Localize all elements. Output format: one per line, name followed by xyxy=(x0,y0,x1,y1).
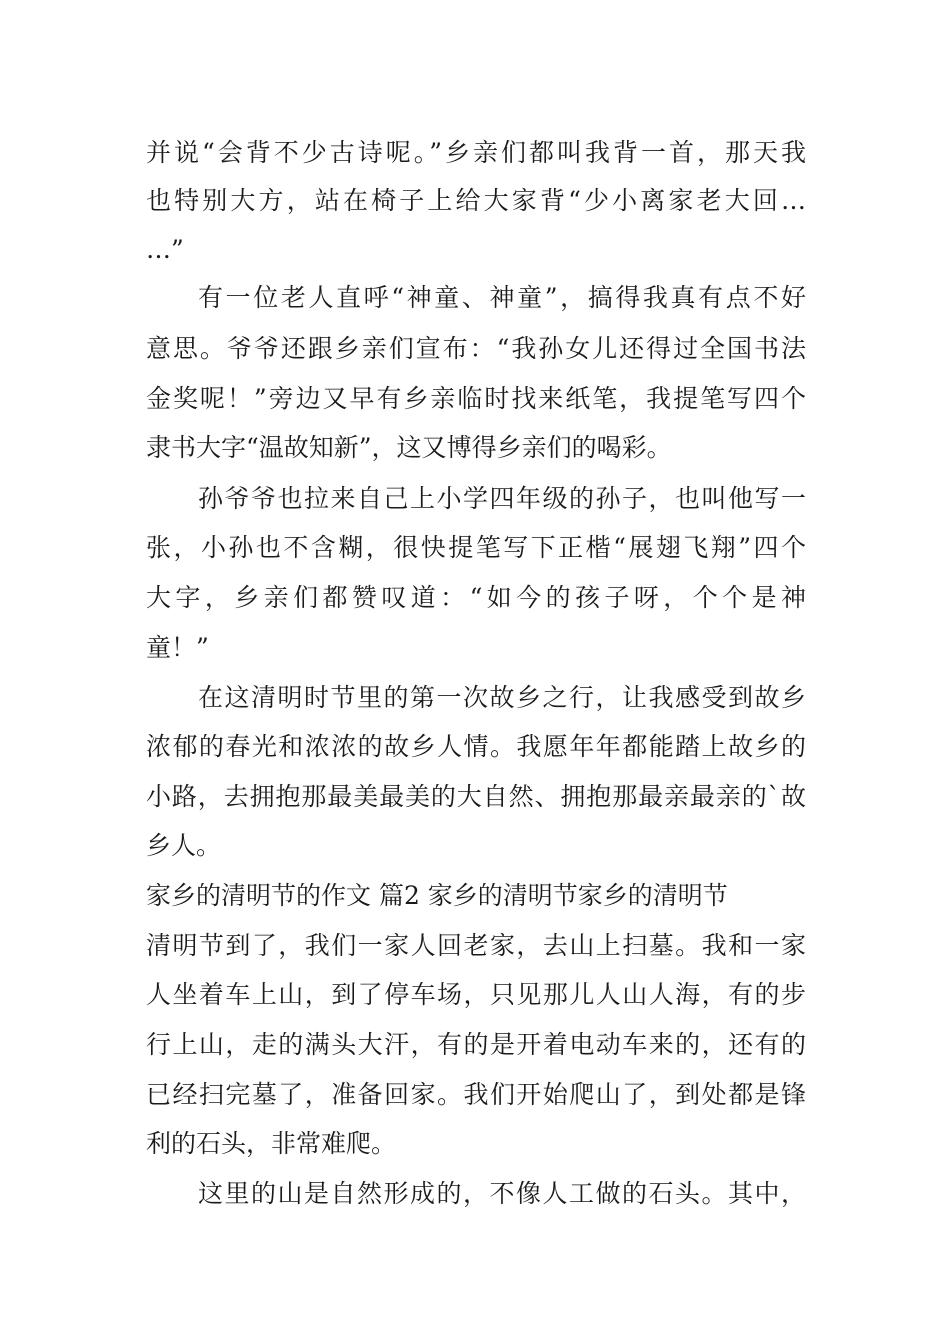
text-line: 金奖呢！”旁边又早有乡亲临时找来纸笔，我提笔写四个 xyxy=(146,384,806,413)
text-line: 已经扫完墓了，准备回家。我们开始爬山了，到处都是锋 xyxy=(146,1080,806,1109)
section-heading-line: 家乡的清明节的作文 篇2 家乡的清明节家乡的清明节 xyxy=(146,881,728,910)
text-line: 孙爷爷也拉来自己上小学四年级的孙子，也叫他写一 xyxy=(198,484,806,513)
text-line: 隶书大字“温故知新”，这又博得乡亲们的喝彩。 xyxy=(146,433,672,462)
text-line: 利的石头，非常难爬。 xyxy=(146,1129,397,1158)
text-line: 浓郁的春光和浓浓的故乡人情。我愿年年都能踏上故乡的 xyxy=(146,732,806,761)
text-line: 并说“会背不少古诗呢。”乡亲们都叫我背一首，那天我 xyxy=(146,138,806,167)
text-line: 小路，去拥抱那最美最美的大自然、拥抱那最亲最亲的`故 xyxy=(146,782,806,811)
text-line: 张，小孙也不含糊，很快提笔写下正楷“展翅飞翔”四个 xyxy=(146,533,806,562)
text-line: 人坐着车上山，到了停车场，只见那儿人山人海，有的步 xyxy=(146,980,806,1009)
text-line: …” xyxy=(146,235,184,264)
text-line: 这里的山是自然形成的，不像人工做的石头。其中， xyxy=(198,1179,806,1208)
text-line: 行上山，走的满头大汗，有的是开着电动车来的，还有的 xyxy=(146,1030,806,1059)
text-line: 乡人。 xyxy=(146,831,222,860)
text-line: 有一位老人直呼“神童、神童”，搞得我真有点不好 xyxy=(198,283,806,312)
text-line: 意思。爷爷还跟乡亲们宣布：“我孙女儿还得过全国书法 xyxy=(146,334,806,363)
text-line: 也特别大方，站在椅子上给大家背“少小离家老大回… xyxy=(146,186,806,215)
text-line: 童！” xyxy=(146,633,209,662)
text-line: 大字，乡亲们都赞叹道：“如今的孩子呀，个个是神 xyxy=(146,583,806,612)
text-line: 在这清明时节里的第一次故乡之行，让我感受到故乡 xyxy=(198,683,806,712)
text-line: 清明节到了，我们一家人回老家，去山上扫墓。我和一家 xyxy=(146,931,806,960)
